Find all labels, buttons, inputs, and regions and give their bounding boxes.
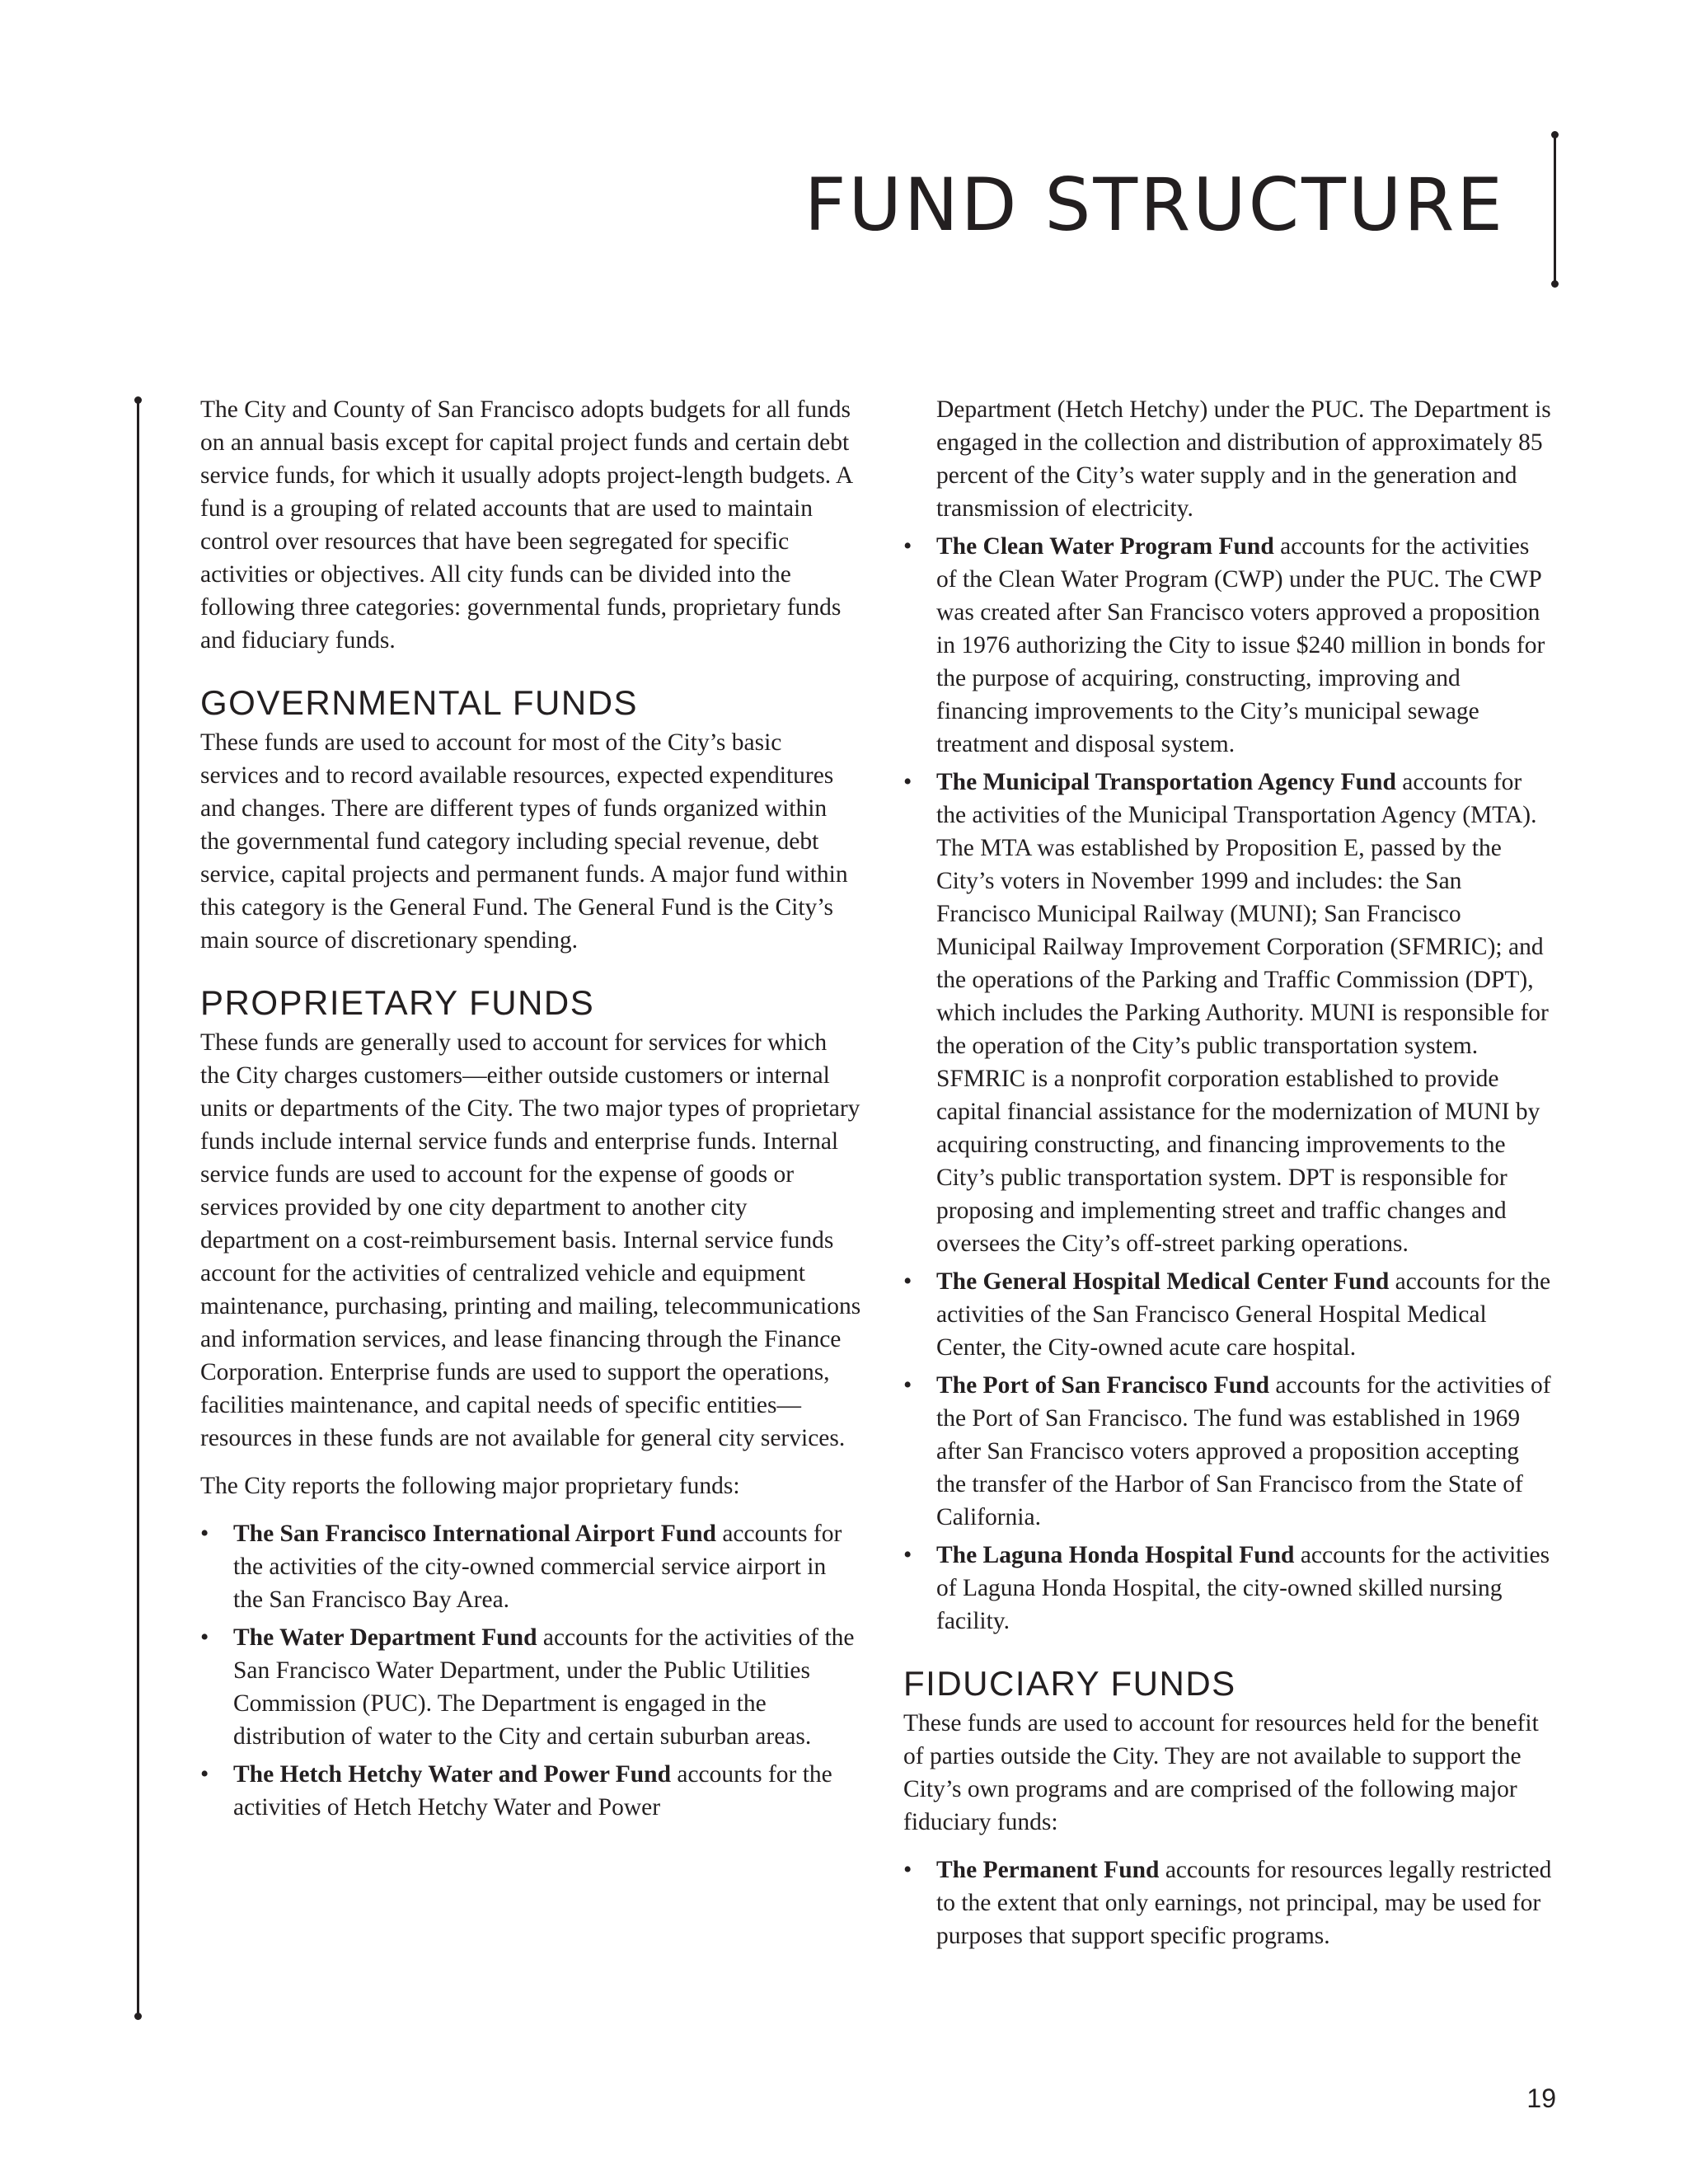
column-rule: [137, 400, 139, 2017]
fund-name: The Water Department Fund: [233, 1624, 537, 1651]
list-item: [200, 1621, 861, 1753]
list-item-continued: [903, 393, 1554, 525]
bullet-icon: •: [903, 533, 912, 560]
fiduciary-body: These funds are used to account for resources held for the benefit of parties outside the City. They are not available to support the City’s own programs and are comprised of the following major fiduciary funds:: [903, 1710, 1539, 1835]
proprietary-list-intro: The City reports the following major proprietary funds:: [200, 1473, 740, 1499]
governmental-heading: GOVERNMENTAL FUNDS: [200, 683, 639, 722]
bullet-icon: •: [903, 769, 912, 795]
fund-description: accounts for the activities of the San Francisco Water Department, under the Public Utilities Commission (PUC). The Department is engaged in the distribution of water to the City and certain suburban areas.: [233, 1624, 855, 1750]
proprietary-body: These funds are generally used to account for services for which the City charges customers—either outside customers or internal units or departments of the City. The two major types of proprietary funds include internal service funds and enterprise funds. Internal service funds are used to account for the expense of goods or services provided by one city department to another city department on a cost-reimbursement basis. Internal service funds account for the activities of centralized vehicle and equipment maintenance, purchasing, printing and mailing, telecommunications and information services, and lease financing through the Finance Corporation. Enterprise funds are used to support the operations, facilities maintenance, and capital needs of specific entities—resources in these funds are not available for general city services.: [200, 1029, 861, 1451]
fund-name: The General Hospital Medical Center Fund: [936, 1268, 1390, 1295]
fiduciary-fund-list: [903, 1854, 1554, 1952]
bullet-icon: •: [200, 1761, 209, 1788]
list-item: [903, 766, 1554, 1260]
fund-description: accounts for the activities of the city-owned commercial service airport in the San Francisco Bay Area.: [233, 1521, 842, 1613]
proprietary-fund-list-continued: [903, 393, 1554, 1638]
fund-description: accounts for the activities of Hetch Hetchy Water and Power: [233, 1761, 832, 1821]
bullet-icon: •: [903, 1372, 912, 1399]
title-rule: [1554, 134, 1556, 284]
fund-description: accounts for the activities of the Port of San Francisco. The fund was established in 1969 after San Francisco voters approved a proposition accepting the transfer of the Harbor of San Francisco from the State of California.: [936, 1372, 1551, 1530]
fund-description: accounts for resources legally restricted to the extent that only earnings, not principal, may be used for purposes that support specific programs.: [936, 1857, 1552, 1949]
fiduciary-heading: FIDUCIARY FUNDS: [903, 1664, 1236, 1703]
fund-description: accounts for the activities of the San Francisco General Hospital Medical Center, the City-owned acute care hospital.: [936, 1268, 1551, 1361]
fund-name: The Permanent Fund: [936, 1857, 1160, 1883]
list-item: [903, 1369, 1554, 1534]
fund-name: The Hetch Hetchy Water and Power Fund: [233, 1761, 671, 1788]
right-column: [903, 393, 1554, 1962]
list-item: [200, 1758, 861, 1824]
bullet-icon: •: [200, 1521, 209, 1547]
proprietary-heading: PROPRIETARY FUNDS: [200, 983, 595, 1022]
intro-paragraph: The City and County of San Francisco adopts budgets for all funds on an annual basis except for capital project funds and certain debt service funds, for which it usually adopts project-length budgets. A fund is a grouping of related accounts that are used to maintain control over resources that have been segregated for specific activities or objectives. All city funds can be divided into the following three categories: governmental funds, proprietary funds and fiduciary funds.: [200, 396, 852, 654]
list-item: [200, 1517, 861, 1616]
fund-description: accounts for the activities of Laguna Honda Hospital, the city-owned skilled nursing facility.: [936, 1542, 1550, 1634]
fund-description: accounts for the activities of the Municipal Transportation Agency (MTA). The MTA was established by Proposition E, passed by the City’s voters in November 1999 and includes: the San Francisco Municipal Railway (MUNI); San Francisco Municipal Railway Improvement Corporation (SFMRIC); and the operations of the Parking and Traffic Commission (DPT), which includes the Parking Authority. MUNI is responsible for the operation of the City’s public transportation system. SFMRIC is a nonprofit corporation established to provide capital financial assistance for the modernization of MUNI by acquiring constructing, and financing improvements to the City’s public transportation system. DPT is responsible for proposing and implementing street and traffic changes and oversees the City’s off-street parking operations.: [936, 769, 1549, 1257]
left-column: [200, 393, 861, 1834]
bullet-icon: •: [200, 1624, 209, 1651]
list-item: [903, 1539, 1554, 1638]
fund-description: accounts for the activities of the Clean Water Program (CWP) under the PUC. The CWP was created after San Francisco voters approved a proposition in 1976 authorizing the City to issue $240 million in bonds for the purpose of acquiring, constructing, improving and financing improvements to the City’s municipal sewage treatment and disposal system.: [936, 533, 1545, 757]
list-item: [903, 1854, 1554, 1952]
fund-name: The Clean Water Program Fund: [936, 533, 1274, 560]
page-title: FUND STRUCTURE: [804, 162, 1505, 247]
bullet-icon: •: [903, 1542, 912, 1568]
bullet-icon: •: [903, 1268, 912, 1295]
list-item: [903, 1265, 1554, 1364]
proprietary-fund-list: [200, 1517, 861, 1824]
bullet-icon: •: [903, 1857, 912, 1883]
page-number: 19: [1526, 2083, 1556, 2113]
governmental-body: These funds are used to account for most of the City’s basic services and to record available resources, expected expenditures and changes. There are different types of funds organized within the governmental fund category including special revenue, debt service, capital projects and permanent funds. A major fund within this category is the General Fund. The General Fund is the City’s main source of discretionary spending.: [200, 729, 848, 954]
list-item: [903, 530, 1554, 761]
fund-description: Department (Hetch Hetchy) under the PUC. The Department is engaged in the collection and distribution of approximately 85 percent of the City’s water supply and in the generation and transmission of electricity.: [936, 396, 1551, 522]
fund-name: The Port of San Francisco Fund: [936, 1372, 1269, 1399]
fund-name: The San Francisco International Airport Fund: [233, 1521, 716, 1547]
fund-name: The Municipal Transportation Agency Fund: [936, 769, 1396, 795]
fund-name: The Laguna Honda Hospital Fund: [936, 1542, 1295, 1568]
